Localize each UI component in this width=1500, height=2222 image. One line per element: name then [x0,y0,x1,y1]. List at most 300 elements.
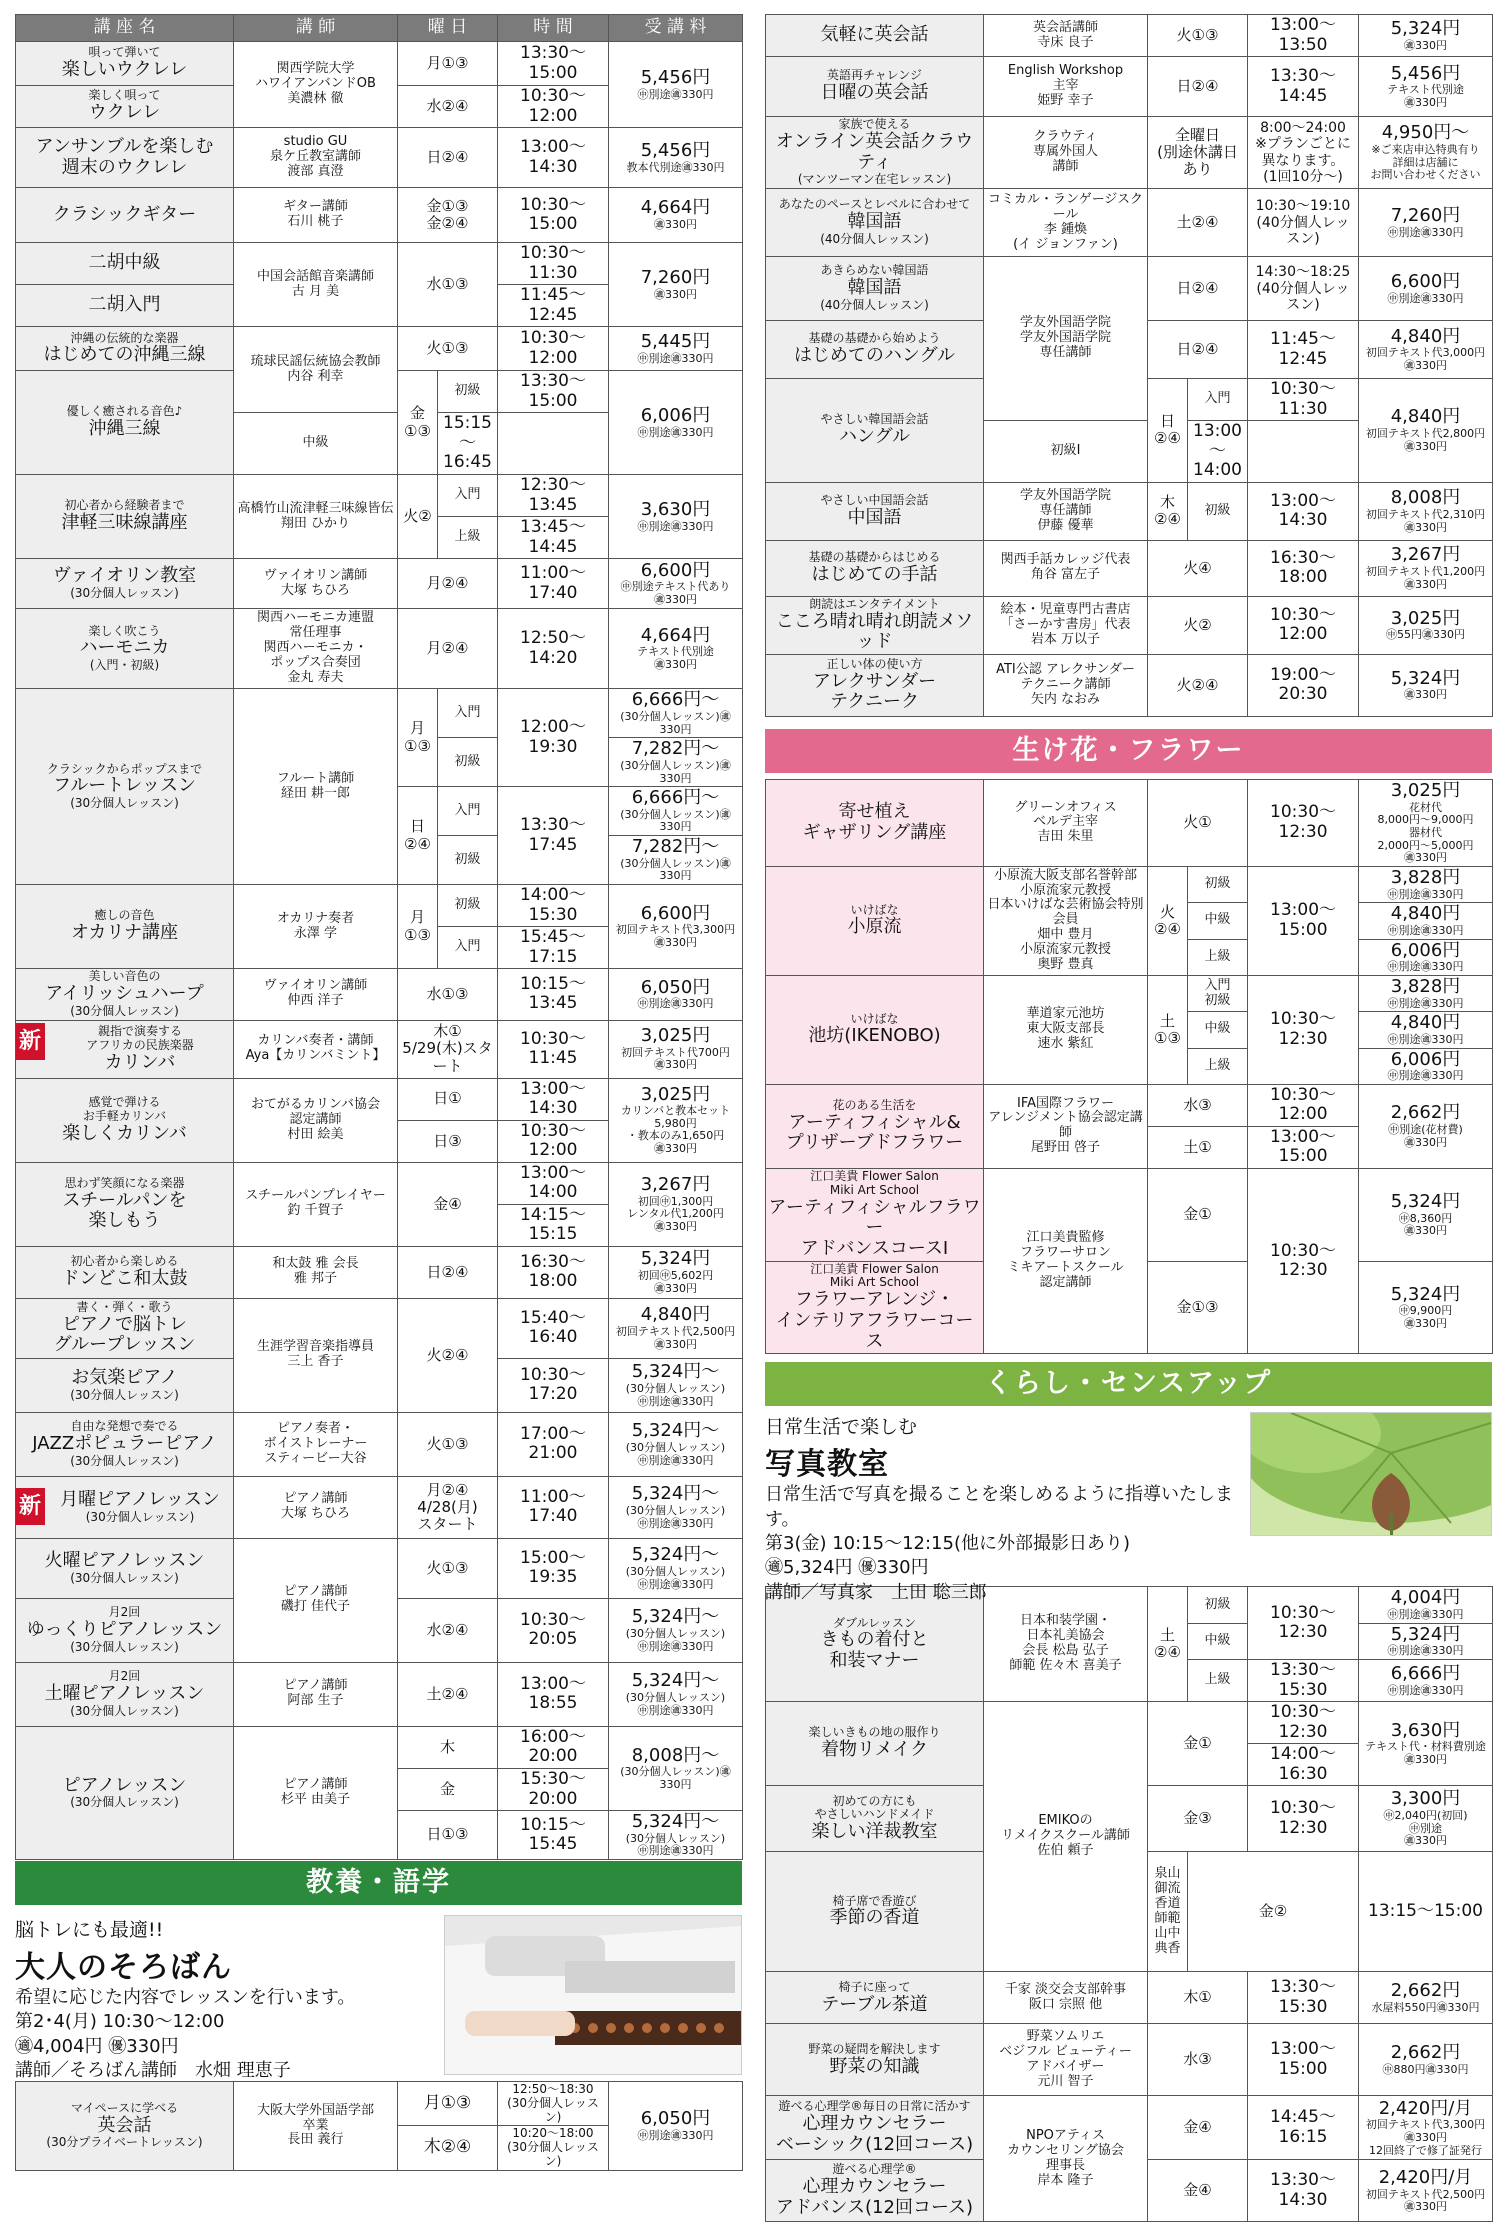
course-name: こころ晴れ晴れ朗読メソッド [775,610,974,653]
course-name-cell [16,559,234,609]
section-banner-flower: 生け花・フラワー [765,729,1492,773]
instructor-cell: ATI公認 アレクサンダー テクニーク講師 矢内 なおみ [984,654,1148,716]
instructor-cell: studio GU 泉ケ丘教室講師 渡部 真澄 [234,128,398,188]
table-row [766,57,1493,117]
table-row [766,15,1493,57]
course-eikaiwa: マイペースに学べる 英会話 (30分プライベートレッスン) [16,2082,234,2171]
level-cell: 中級 [1188,903,1248,939]
course-name-cell [766,379,984,483]
table-row [16,1726,743,1768]
fee-note: ㊥55円㊜330円 [1386,628,1465,642]
table-row [766,1084,1493,1126]
fee-amount: 4,840円 [1390,406,1461,428]
fee-note: ㊥別途㊜330円 [637,87,714,101]
fee-amount: 5,456円 [1390,62,1461,84]
table-row [766,596,1493,654]
fee-cell [1359,1623,1493,1659]
fee-amount: 6,600円 [640,902,711,924]
photo-catch: 日常生活で楽しむ [765,1416,918,1439]
fee-amount: 3,630円 [1390,1719,1461,1741]
instructor-cell: 千家 淡交会支部幹事 阪口 宗照 他 [984,1972,1148,2024]
fee-note: ※ご来店申込特典有り 詳細は店舗に お問い合わせください [1370,142,1481,182]
table-row [16,1476,743,1538]
instructor-cell: 関西手話カレッジ代表 角谷 富左子 [984,540,1148,596]
course-name-cell [16,371,234,475]
course-subtitle: 家族で使える [838,117,911,132]
fee-note: ㊜330円 [1404,688,1447,702]
fee-note: ㊥別途(花材費) ㊜330円 [1388,1123,1463,1149]
course-name-cell [16,1162,234,1246]
table-row [16,1412,743,1476]
course-name-cell [16,1598,234,1662]
day-cell: 金① [1148,1169,1248,1262]
fee-amount: 8,008円 [1390,487,1461,509]
course-name: ハングル [838,425,911,447]
day-cell: 月②④ [398,609,498,689]
time-cell: 13:15～15:00 [1359,1852,1493,1972]
course-note: (30分個人レッスン) [70,1387,179,1402]
instructor-cell: オカリナ奏者 永澤 学 [234,885,398,969]
fee-amount: 2,662円 [1390,1980,1461,2002]
day-cell: 火 ②④ [1148,866,1188,975]
fee-cell [1359,2160,1493,2222]
right-column [765,14,1492,2222]
table-row [16,475,743,517]
fee-cell [609,1538,743,1598]
fee-note: 初回テキスト代1,200円 ㊜330円 [1365,565,1486,591]
fee-cell [1359,975,1493,1011]
fee-amount: 6,050円 [640,976,711,998]
day-cell: 金② [1188,1852,1359,1972]
course-name: JAZZポピュラーピアノ [32,1433,217,1455]
fee-cell [609,1246,743,1298]
instructor-eikaiwa: 大阪大学外国語学部 卒業 長田 義行 [234,2082,398,2171]
day-cell: 木 ②④ [1148,482,1188,540]
fee-cell [1359,1587,1493,1623]
fee-note: ㊥別途㊜330円 [1387,291,1464,305]
course-name-cell [766,257,984,321]
fee-amount: 3,267円 [640,1174,711,1196]
course-subtitle: 書く・弾く・歌う [76,1299,173,1314]
instructor-cell: 琉球民謡伝統協会教師 内谷 利幸 [234,327,398,413]
fee-amount: 3,025円 [1390,779,1461,801]
table-row [766,2024,1493,2096]
fee-amount: 4,840円 [1390,903,1461,925]
fee-cell [1359,321,1493,379]
course-name: 中国語 [847,506,902,528]
course-note: (40分個人レッスン) [820,297,929,312]
fee-note: (30分個人レッスン) ㊥別途㊜330円 [625,1627,726,1653]
course-name-cell [16,285,234,327]
level-cell: 入門 [438,787,498,836]
table-row [16,969,743,1020]
instructor-cell: 学友外国語学院 専任講師 伊藤 優華 [984,482,1148,540]
fee-amount: 5,324円 [1390,1283,1461,1305]
day-cell: 水③ [1148,2024,1248,2096]
course-name: 心理カウンセラー アドバンス(12回コース) [775,2176,974,2218]
day-cell: 木 [398,1726,498,1768]
fee-cell [1359,1012,1493,1048]
fee-note: (30分個人レッスン) ㊥別途㊜330円 [625,1831,726,1858]
table-row [766,1972,1493,2024]
fee-amount: 5,324円 [1390,667,1461,689]
table-row [766,1169,1493,1262]
day-cell: 土②④ [398,1662,498,1726]
time-cell: 13:00～14:30 [498,128,609,188]
course-name-cell [16,689,234,885]
level-cell: 入門 初級 [1188,975,1248,1011]
fee-cell [609,1412,743,1476]
instructor-cell: スチールパンプレイヤー 釣 千賀子 [234,1162,398,1246]
course-subtitle: 自由な発想で奏でる [70,1419,179,1434]
fee-note: 花材代 8,000円～9,000円 器材代 2,000円～5,000円 ㊜330円 [1377,800,1474,865]
course-subtitle: 椅子席で香遊び [832,1893,917,1908]
fee-note: 初回テキスト代2,500円 ㊜330円 [1365,2187,1486,2214]
table-row [766,540,1493,596]
day-cell: 水③ [1148,1084,1248,1126]
fee-cell [609,1598,743,1662]
fee-amount: 2,662円 [1390,1102,1461,1124]
table-row [766,1702,1493,1744]
course-subtitle: 癒しの音色 [94,908,155,923]
fee-cell [609,188,743,243]
table-row [16,1020,743,1078]
course-name: 火曜ピアノレッスン [44,1550,205,1572]
fee-note: ㊥8,360円 ㊜330円 [1398,1211,1453,1238]
course-name: はじめての手話 [811,563,938,585]
course-name: 土曜ピアノレッスン [44,1683,205,1705]
day-cell: 月 ①③ [398,689,438,787]
time-cell: 14:15～15:15 [498,1204,609,1246]
time-cell: 13:30～15:00 [498,42,609,86]
fee-cell [609,559,743,609]
new-badge: 新 [16,1488,46,1525]
course-subtitle: やさしい韓国語会話 [820,412,929,427]
course-name-cell [766,1972,984,2024]
fee-note: ㊥別途㊜330円 [1387,1069,1464,1083]
course-name-cell [766,1169,984,1262]
fee-note: ㊜330円 [654,218,697,232]
course-name: きもの着付と 和装マナー [820,1629,929,1672]
level-cell: 中級 [1188,1012,1248,1048]
fee-note: ㊥別途㊜330円 [1387,1608,1464,1622]
instructor-cell: 英会話講師 寺床 良子 [984,15,1148,57]
course-name-cell [16,128,234,188]
fee-cell [609,1662,743,1726]
time-cell: 10:30～12:30 [1248,1169,1359,1354]
soroban-fee: ㊜4,004円 ㊝330円 [15,2035,179,2057]
course-name-cell [766,779,984,866]
course-subtitle: 美しい音色の [88,969,161,984]
day-cell: 水①③ [398,969,498,1020]
course-name-cell [16,1298,234,1358]
fee-note: (30分個人レッスン)㊜330円 [620,709,731,736]
course-name: テーブル茶道 [821,1993,928,2015]
day-cell: 木① [1148,1972,1248,2024]
level-cell: 上級 [438,517,498,559]
course-name: ピアノで脳トレ グループレッスン [53,1313,196,1356]
course-name-cell [766,2096,984,2160]
fee-cell [1359,379,1493,483]
course-name: ウクレレ [88,102,161,124]
fee-amount: 4,840円 [1390,325,1461,347]
time-cell: 10:30～12:30 [1248,1702,1359,1744]
fee-amount: 3,828円 [1390,866,1461,888]
day-cell: 日 ②④ [1148,379,1188,483]
day-cell: 火① [1148,779,1248,866]
course-name: スチールパンを 楽しもう [62,1189,187,1232]
fee-cell [609,128,743,188]
course-name: アーティフィシャル& プリザーブドフラワー [785,1111,964,1154]
level-cell: 初級 [438,836,498,885]
course-name-cell [766,975,984,1084]
table-row [16,243,743,285]
time-cell: 10:30～20:05 [498,1598,609,1662]
course-subtitle: いけばな [850,902,899,917]
course-name: 津軽三味線講座 [61,512,188,534]
course-name: アーティフィシャルフラワー アドバンスコースⅠ [768,1196,981,1259]
fee-cell [609,787,743,836]
course-name-cell [766,117,984,189]
course-subtitle: 親指で演奏する アフリカの民族楽器 [86,1023,194,1052]
day-cell: 金①③ 金②④ [398,188,498,243]
course-name-cell [16,1538,234,1598]
fee-amount: 6,006円 [640,404,711,426]
fee-cell [1359,2024,1493,2096]
fee-cell [609,1811,743,1860]
course-subtitle: 椅子に座って [838,1979,911,1994]
instructor-cell: 日本和装学園・ 日本礼美協会 会長 松島 弘子 師範 佐々木 喜美子 [984,1587,1148,1702]
time-cell: 15:40～16:40 [498,1298,609,1358]
table-row [16,609,743,689]
fee-amount: 3,025円 [1390,607,1461,629]
time-cell: 11:00～17:40 [498,1476,609,1538]
level-cell: 入門 [1188,379,1248,421]
section-banner-kurashi: くらし・センスアップ [765,1362,1492,1406]
course-name: アンサンブルを楽しむ 週末のウクレレ [35,135,214,178]
fee-amount: 4,950円～ [1381,122,1470,144]
kurashi-course-body [766,1587,1493,2222]
time-cell: 17:00～21:00 [498,1412,609,1476]
time-cell: 13:45～14:45 [498,517,609,559]
fee-cell [1359,903,1493,939]
course-name: 楽しくカリンバ [62,1122,187,1144]
photo-when: 第3(金) 10:15～12:15(他に外部撮影日あり) [765,1532,1131,1554]
fee-note: (30分個人レッスン) ㊥別途㊜330円 [625,1382,726,1408]
fee-cell [1359,15,1493,57]
time-cell: 10:15～13:45 [498,969,609,1020]
course-name-cell [766,654,984,716]
fee-amount: 6,600円 [640,559,711,581]
fee-note: ㊥2,040円(初回) ㊥別途 ㊜330円 [1383,1809,1468,1848]
day-cell: 全曜日 (別途休講日 あり [1148,117,1248,189]
fee-note: ㊥別途㊜330円 [637,351,714,365]
time-eikaiwa-2: 10:20～18:00 (30分個人レッスン) [498,2126,609,2170]
course-subtitle: 優しく癒される音色♪ [66,404,183,419]
time-cell: 10:30～12:00 [498,327,609,371]
day-cell: 月②④ 4/28(月) スタート [398,1476,498,1538]
course-name: ドンどこ和太鼓 [61,1267,188,1289]
day-cell: 日②④ [1148,257,1248,321]
course-name: 小原流 [847,916,902,938]
time-cell: 10:30～12:00 [1248,1084,1359,1126]
time-cell: 14:45～16:15 [1248,2096,1359,2160]
fee-note: ㊥別途㊜330円 [1387,1644,1464,1658]
course-note: (30分個人レッスン) [70,586,179,601]
fee-note: (30分個人レッスン) ㊥別途㊜330円 [625,1691,726,1717]
course-note: (30分個人レッスン) [70,1795,179,1810]
course-name: 楽しいウクレレ [61,59,188,81]
course-name: アイリッシュハープ [45,983,204,1005]
fee-cell [609,475,743,559]
course-subtitle: あきらめない韓国語 [820,263,929,278]
music-course-table [15,14,743,1860]
fee-cell [1359,1048,1493,1084]
day-cell: 日②④ [1148,321,1248,379]
fee-cell [609,1358,743,1412]
course-name: 気軽に英会話 [820,24,929,46]
fee-amount: 5,324円 [640,1248,711,1270]
photo-fee: ㊜5,324円 ㊝330円 [765,1557,929,1579]
fee-cell [609,738,743,787]
header-fee: 受 講 料 [609,15,743,42]
fee-amount: 4,004円 [1390,1587,1461,1609]
course-subtitle: 思わず笑顔になる楽器 [64,1175,185,1190]
fee-amount: 4,664円 [640,197,711,219]
fee-note: ㊥別途㊜330円 [1387,887,1464,901]
instructor-cell: 関西ハーモニカ連盟 常任理事 関西ハーモニカ・ ポップス合奏団 金丸 寿夫 [234,609,398,689]
course-note: (40分個人レッスン) [820,231,929,246]
table-row [16,1538,743,1598]
level-cell: 初級 [438,885,498,927]
day-cell: 月②④ [398,559,498,609]
time-cell: 10:15～15:45 [498,1811,609,1860]
course-name: はじめての沖縄三線 [43,344,206,366]
time-cell: 13:00～15:00 [1248,866,1359,975]
instructor-cell: 関西学院大学 ハワイアンバンドOB 美濃林 徹 [234,42,398,128]
fee-amount: 5,456円 [640,66,711,88]
fee-cell [609,836,743,885]
fee-note: ㊥別途㊜330円 [1387,1032,1464,1046]
time-cell: 11:45～12:45 [1248,321,1359,379]
fee-cell [1359,1659,1493,1701]
table-row [16,1298,743,1358]
fee-note: 初回テキスト代2,310円 ㊜330円 [1365,508,1486,534]
course-subtitle: 唄って弾いて [88,45,161,60]
time-cell: 11:45～12:45 [498,285,609,327]
language-course-table [765,14,1493,717]
lotus-photo [1250,1412,1492,1536]
fee-note: ㊥別途㊜330円 [1387,996,1464,1010]
fee-amount: 3,025円 [640,1025,711,1047]
course-subtitle: 遊べる心理学® [832,2162,917,2177]
fee-amount: 5,456円 [640,139,711,161]
fee-amount: 5,324円～ [631,1811,720,1833]
kurashi-course-table [765,1586,1493,2222]
fee-note: ㊜330円 [1404,38,1447,52]
table-row [766,975,1493,1011]
course-name: 韓国語 [847,277,902,299]
course-name-cell [16,1726,234,1859]
day-cell: 金④ [1148,2160,1248,2222]
fee-note: テキスト代別途 ㊜330円 [1387,83,1464,109]
table-row [16,559,743,609]
fee-amount: 7,260円 [1390,204,1461,226]
left-column [15,14,742,2171]
course-name-cell [16,1358,234,1412]
fee-amount: 6,600円 [1390,270,1461,292]
instructor-cell: IFA国際フラワー アレンジメント協会認定講師 尾野田 啓子 [984,1084,1148,1168]
course-subtitle: 花のある生活を [832,1097,917,1112]
day-cell: 金③ [1148,1786,1248,1852]
instructor-cell: 高橋竹山流津軽三味線皆伝 翔田 ひかり [234,475,398,559]
day-cell: 金 [398,1769,498,1811]
day-cell: 木① 5/29(木)スタート [398,1020,498,1078]
day-eikaiwa-2: 木②④ [398,2126,498,2170]
fee-amount: 6,666円～ [631,689,720,711]
course-name-cell [766,1702,984,1786]
fee-note: ㊥別途㊜330円 [637,425,714,439]
course-name: 季節の香道 [829,1907,920,1929]
course-subtitle: 楽しく唄って [88,88,161,103]
fee-note: テキスト代・材料費別途 ㊜330円 [1365,1740,1486,1767]
fee-amount: 7,282円～ [631,738,720,760]
day-cell: 火②④ [1148,654,1248,716]
time-cell: 13:30～15:30 [1248,1659,1359,1701]
fee-amount: 2,420円/月 [1378,2097,1473,2119]
fee-note: 初回テキスト代2,800円 ㊜330円 [1365,427,1486,453]
course-name-cell [16,1078,234,1162]
fee-cell [1359,2096,1493,2160]
fee-note: ㊥別途㊜330円 [1387,923,1464,937]
course-subtitle: 初めての方にも やさしいハンドメイド [814,1793,935,1822]
time-eikaiwa-1: 12:50～18:30 (30分個人レッスン) [498,2082,609,2126]
fee-amount: 8,008円～ [631,1744,720,1766]
level-cell: 上級 [1188,1048,1248,1084]
course-note: (30分個人レッスン) [70,795,179,810]
course-name: 寄せ植え ギャザリング講座 [802,801,947,843]
time-cell: 16:30～18:00 [498,1246,609,1298]
fee-amount: 5,324円～ [631,1606,720,1628]
fee-cell [609,689,743,738]
course-name-cell [766,866,984,975]
day-cell: 金④ [398,1162,498,1246]
table-row [766,779,1493,866]
table-row [766,482,1493,540]
fee-cell [1359,1084,1493,1168]
instructor-cell: クラウティ 専属外国人 講師 [984,117,1148,189]
day-cell: 金 ①③ [398,371,438,475]
level-cell: 上級 [1188,1659,1248,1701]
course-name-cell [766,482,984,540]
course-name: クラシックギター [52,203,197,225]
time-cell: 12:30～13:45 [498,475,609,517]
fee-cell [609,1726,743,1810]
table-row [16,1662,743,1726]
fee-note: ㊥別途㊜330円 [637,519,714,533]
header-instructor: 講 師 [234,15,398,42]
course-subtitle: やさしい中国語会話 [820,493,929,508]
time-cell: 14:00～15:30 [498,885,609,927]
level-cell: 上級 [1188,939,1248,975]
level-cell: 初級 [438,738,498,787]
instructor-cell: ヴァイオリン講師 大塚 ちひろ [234,559,398,609]
fee-amount: 2,420円/月 [1378,2167,1473,2188]
time-cell: 14:30～18:25 (40分個人レッスン) [1248,257,1359,321]
fee-amount: 7,282円～ [631,836,720,858]
course-subtitle: 基礎の基礎から始めよう [808,331,941,346]
course-subtitle: ダブルレッスン [832,1615,917,1630]
